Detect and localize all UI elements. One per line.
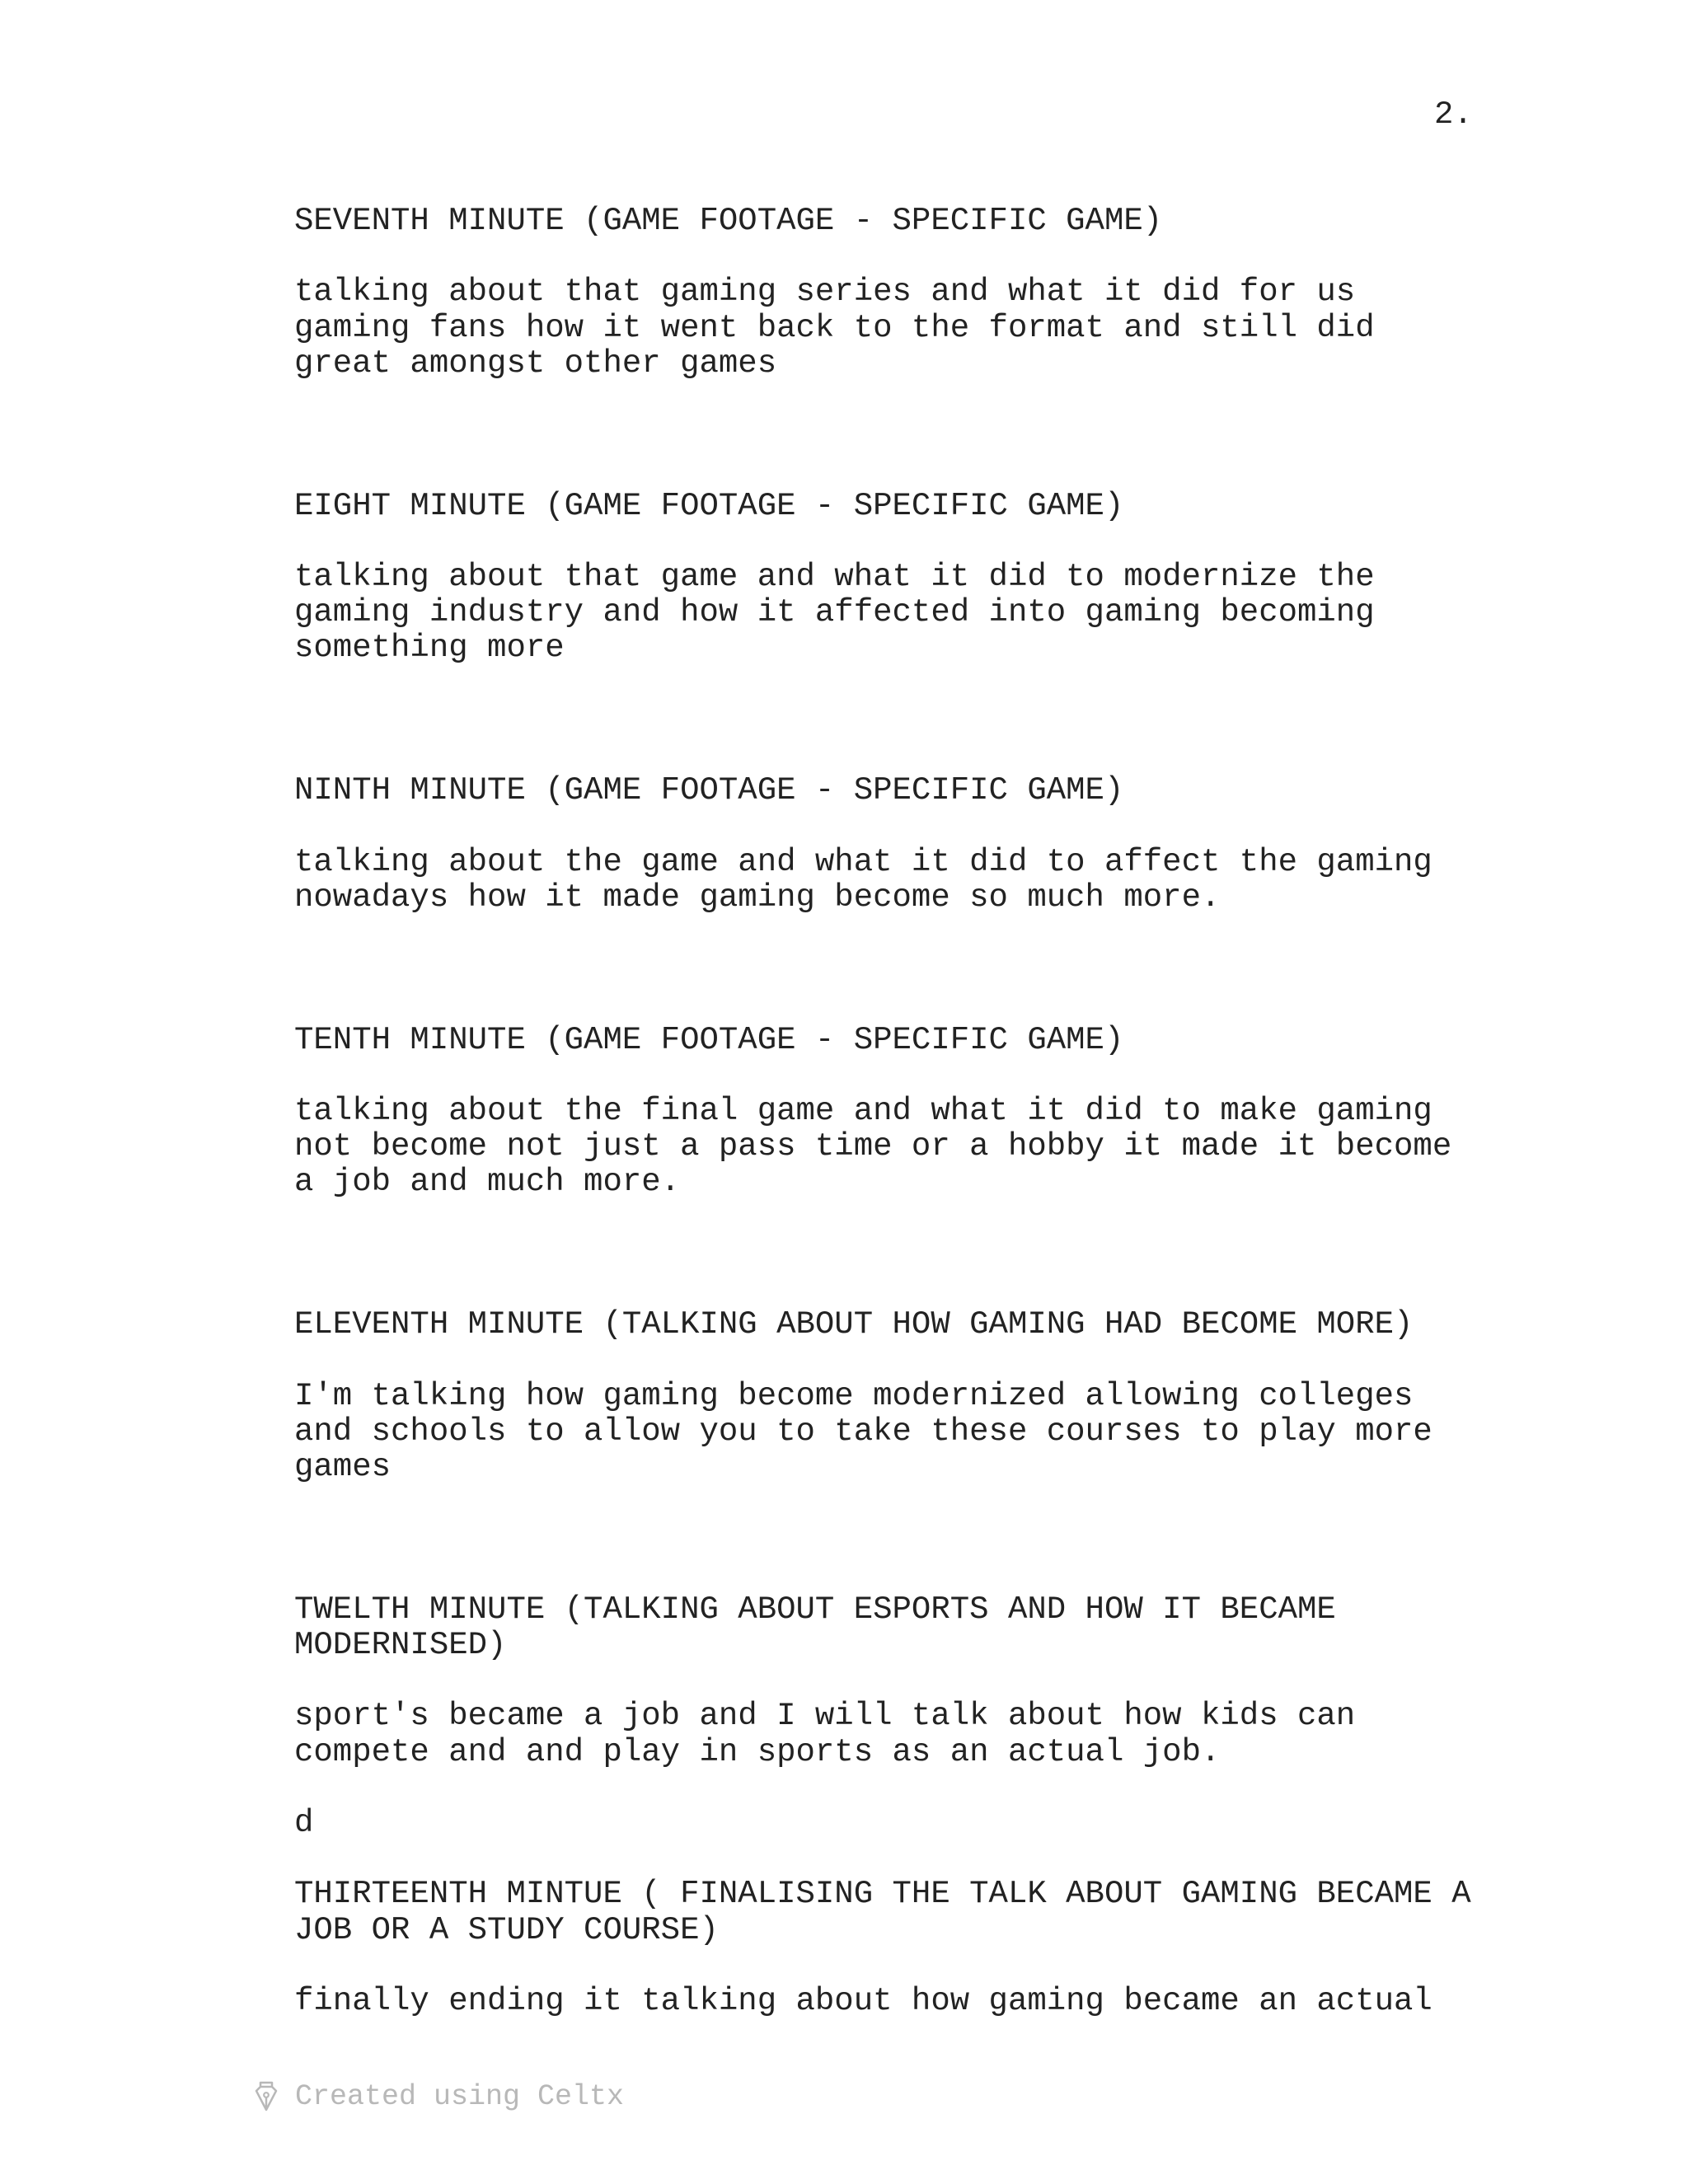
scene-heading: SEVENTH MINUTE (GAME FOOTAGE - SPECIFIC GAME) (294, 203, 1163, 239)
celtx-watermark (254, 2077, 624, 2116)
page-number: 2. (1434, 96, 1473, 133)
scene-heading: EIGHT MINUTE (GAME FOOTAGE - SPECIFIC GAME) (294, 487, 1124, 524)
action-text: talking about the game and what it did to affect the gaming nowadays how it made gaming become so much more. (294, 843, 1432, 916)
scene-heading: TENTH MINUTE (GAME FOOTAGE - SPECIFIC GAME) (294, 1021, 1124, 1058)
celtx-pen-nib-icon (254, 2080, 279, 2113)
action-text: talking about that game and what it did to modernize the gaming industry and how it affected into gaming becoming something more (294, 558, 1375, 667)
action-text: d (294, 1804, 314, 1841)
action-text: talking about the final game and what it did to make gaming not become not just a pass time or a hobby it made it become a job and much more. (294, 1092, 1452, 1201)
action-text: I'm talking how gaming become modernized allowing colleges and schools to allow you to take these courses to play more games (294, 1377, 1432, 1485)
scene-block-thirteenth-minute (294, 1877, 1514, 2019)
stray-action-block (294, 1806, 1514, 1841)
scene-heading: NINTH MINUTE (GAME FOOTAGE - SPECIFIC GAME) (294, 772, 1124, 809)
scene-block-ninth-minute (294, 773, 1514, 916)
scene-block-twelfth-minute (294, 1592, 1514, 1770)
action-text: finally ending it talking about how gaming became an actual (294, 1982, 1432, 2019)
script-body (294, 204, 1514, 2019)
scene-block-eight-minute (294, 489, 1514, 667)
scene-heading: ELEVENTH MINUTE (TALKING ABOUT HOW GAMING HAD BECOME MORE) (294, 1306, 1414, 1343)
action-text: sport's became a job and I will talk about how kids can compete and and play in sports as an actual job. (294, 1698, 1356, 1770)
scene-block-seventh-minute (294, 204, 1514, 382)
scene-heading: TWELTH MINUTE (TALKING ABOUT ESPORTS AND HOW IT BECAME MODERNISED) (294, 1591, 1336, 1663)
action-text: talking about that gaming series and what it did for us gaming fans how it went back to the format and still did great amongst other games (294, 274, 1375, 382)
scene-heading: THIRTEENTH MINTUE ( FINALISING THE TALK ABOUT GAMING BECAME A JOB OR A STUDY COURSE) (294, 1876, 1471, 1948)
scene-block-tenth-minute (294, 1023, 1514, 1201)
watermark-text: Created using Celtx (295, 2080, 625, 2113)
scene-block-eleventh-minute (294, 1307, 1514, 1485)
